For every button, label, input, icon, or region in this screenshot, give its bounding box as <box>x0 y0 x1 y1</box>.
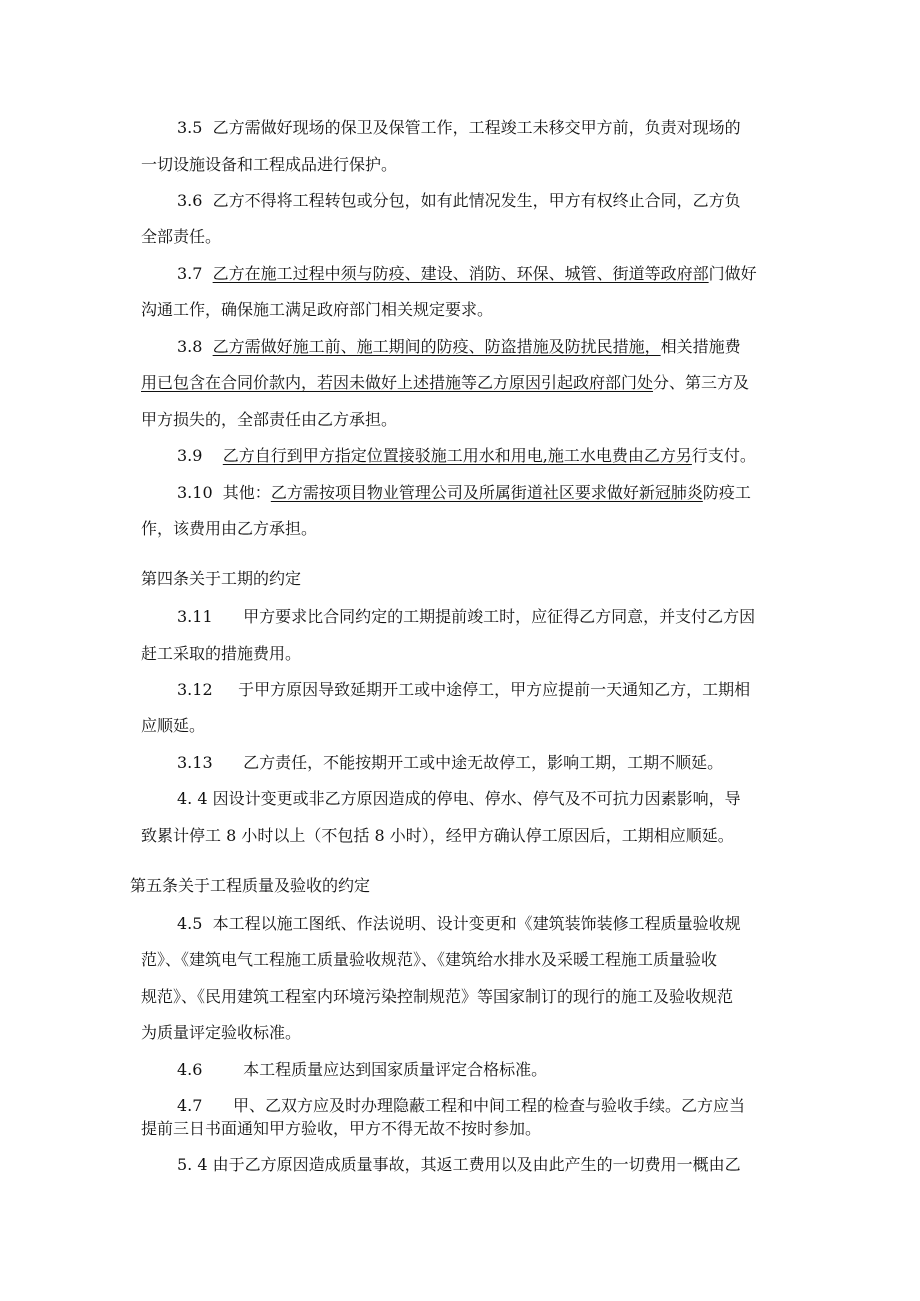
clause-3-8-line-2 <box>141 373 749 393</box>
clause-number: 3.12 <box>177 680 213 699</box>
clause-number: 3.9 <box>177 446 203 465</box>
clause-4-7-line-2: 提前三日书面通知甲方验收，甲方不得无故不按时参加。 <box>141 1119 542 1138</box>
clause-3-12-line-2: 应顺延。 <box>141 716 206 735</box>
clause-4-4-line-2: 致累计停工 8 小时以上（不包括 8 小时），经甲方确认停工原因后，工期相应顺延。 <box>141 826 734 845</box>
clause-3-7-line-1 <box>177 264 757 284</box>
clause-number: 3.5 <box>177 118 203 137</box>
clause-3-10-line-1 <box>177 483 751 503</box>
clause-number: 3.7 <box>177 264 203 283</box>
clause-3-8-line-1 <box>177 337 741 357</box>
clause-text: 因设计变更或非乙方原因造成的停电、停水、停气及不可抗力因素影响，导 <box>212 789 741 808</box>
clause-3-8-line-3: 甲方损失的，全部责任由乙方承担。 <box>141 410 398 429</box>
clause-3-6-line-2: 全部责任。 <box>141 227 222 246</box>
clause-number: 5. 4 <box>177 1155 208 1174</box>
clause-3-7-line-2: 沟通工作，确保施工满足政府部门相关规定要求。 <box>141 300 494 319</box>
clause-number: 4. 4 <box>177 789 208 808</box>
clause-text: 门做好 <box>708 264 757 283</box>
clause-4-7-line-1 <box>177 1096 745 1116</box>
clause-number: 4.5 <box>177 914 203 933</box>
clause-number: 3.6 <box>177 191 203 210</box>
clause-number: 4.6 <box>177 1060 203 1079</box>
clause-3-10-line-2: 作，该费用由乙方承担。 <box>141 519 318 538</box>
underlined-text: 乙方需做好施工前、施工期间的防疫、防盗措施及防扰民措施， <box>212 337 661 356</box>
clause-text: 乙方需做好现场的保卫及保管工作，工程竣工未移交甲方前，负责对现场的 <box>212 118 741 137</box>
clause-text: 相关措施费 <box>660 337 741 356</box>
clause-3-13-line-1 <box>177 753 723 773</box>
clause-number: 3.11 <box>177 607 213 626</box>
clause-5-4-line-1 <box>177 1155 741 1175</box>
clause-text: 甲方要求比合同约定的工期提前竣工时，应征得乙方同意，并支付乙方因 <box>243 607 756 626</box>
clause-number: 3.8 <box>177 337 203 356</box>
clause-text: 分、第三方及 <box>653 373 750 392</box>
clause-text: 乙方不得将工程转包或分包，如有此情况发生，甲方有权终止合同，乙方负 <box>212 191 741 210</box>
underlined-text: 乙方自行到甲方指定位置接驳施工用水和用电,施工水电费由乙方另 <box>222 446 692 465</box>
section-heading-5: 第五条关于工程质量及验收的约定 <box>130 876 371 895</box>
clause-number: 4.7 <box>177 1096 203 1115</box>
underlined-text: 乙方在施工过程中须与防疫、建设、消防、环保、城管、街道等政府部 <box>212 264 709 283</box>
clause-3-12-line-1 <box>177 680 750 700</box>
clause-3-9-line-1 <box>177 446 756 466</box>
clause-text: 本工程质量应达到国家质量评定合格标准。 <box>243 1060 548 1079</box>
clause-3-11-line-2: 赶工采取的措施费用。 <box>141 644 302 663</box>
clause-number: 3.10 <box>177 483 213 502</box>
underlined-text: 用已包含在合同价款内，若因未做好上述措施等乙方原因引起政府部门处 <box>141 373 654 392</box>
clause-text: 乙方责任，不能按期开工或中途无故停工，影响工期，工期不顺延。 <box>243 753 724 772</box>
section-heading-4: 第四条关于工期的约定 <box>141 569 302 588</box>
clause-3-5-line-1 <box>177 118 741 138</box>
clause-text: 防疫工 <box>702 483 751 502</box>
clause-4-4-line-1 <box>177 789 741 809</box>
clause-text: 行支付。 <box>691 446 756 465</box>
clause-4-5-line-3: 规范》、《民用建筑工程室内环境污染控制规范》等国家制订的现行的施工及验收规范 <box>141 987 734 1006</box>
clause-text: 甲、乙双方应及时办理隐蔽工程和中间工程的检查与验收手续。乙方应当 <box>232 1096 745 1115</box>
clause-text: 于甲方原因导致延期开工或中途停工，甲方应提前一天通知乙方，工期相 <box>238 680 751 699</box>
clause-3-11-line-1 <box>177 607 755 627</box>
clause-text: 由于乙方原因造成质量事故，其返工费用以及由此产生的一切费用一概由乙 <box>212 1155 741 1174</box>
clause-4-5-line-1 <box>177 914 741 934</box>
clause-4-5-line-4: 为质量评定验收标准。 <box>141 1023 302 1042</box>
clause-3-6-line-1 <box>177 191 741 211</box>
clause-prefix: 其他： <box>222 483 271 502</box>
clause-number: 3.13 <box>177 753 213 772</box>
underlined-text: 乙方需按项目物业管理公司及所属街道社区要求做好新冠肺炎 <box>270 483 703 502</box>
clause-text: 本工程以施工图纸、作法说明、设计变更和《建筑装饰装修工程质量验收规 <box>212 914 741 933</box>
clause-4-5-line-2: 范》、《建筑电气工程施工质量验收规范》、《建筑给水排水及采暖工程施工质量验收 <box>141 950 718 969</box>
clause-4-6-line-1 <box>177 1060 547 1080</box>
clause-3-5-line-2: 一切设施设备和工程成品进行保护。 <box>141 155 398 174</box>
